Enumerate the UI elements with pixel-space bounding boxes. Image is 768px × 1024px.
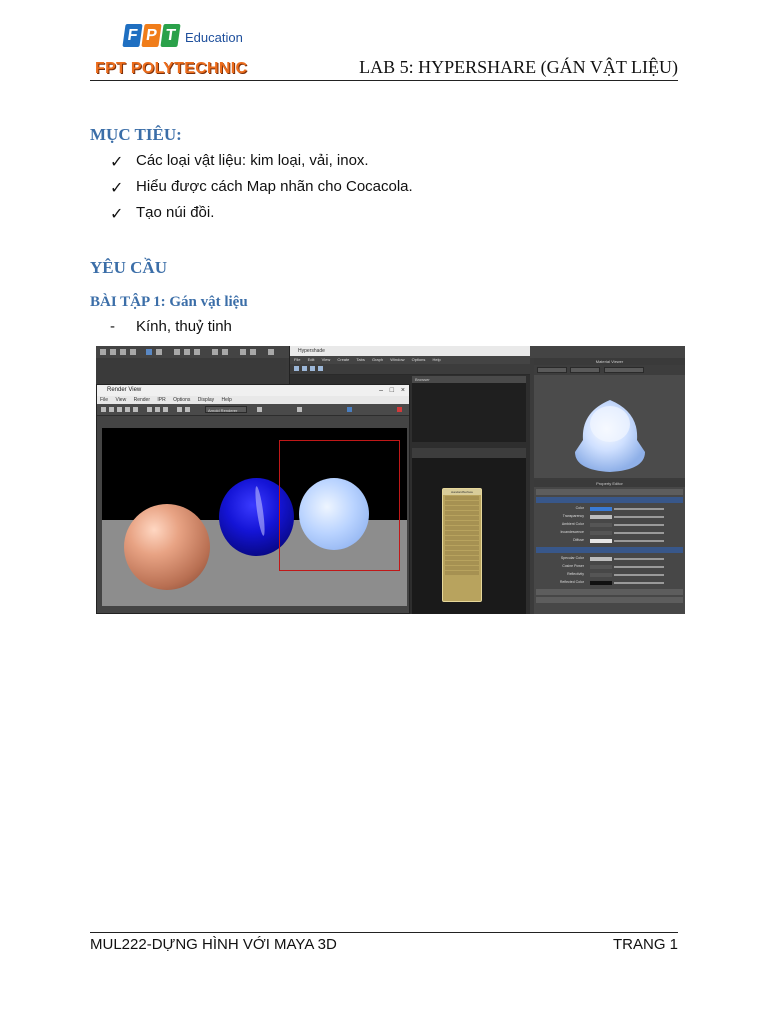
node-attribute	[445, 551, 479, 555]
tool-icon[interactable]	[101, 407, 106, 412]
property-row[interactable]	[538, 529, 681, 537]
stop-render-icon[interactable]	[397, 407, 402, 412]
logo-letter-f: F	[122, 24, 142, 47]
property-row[interactable]	[538, 521, 681, 529]
maya-shelf	[96, 358, 286, 384]
tool-icon[interactable]	[294, 366, 299, 371]
header-divider	[90, 80, 678, 81]
logo-letter-t: T	[160, 24, 180, 47]
tool-icon	[240, 349, 246, 355]
tool-icon	[212, 349, 218, 355]
node-attribute	[445, 496, 479, 500]
tool-icon	[146, 349, 152, 355]
menu-item[interactable]: Options	[173, 397, 191, 403]
tool-icon[interactable]	[133, 407, 138, 412]
page-title: LAB 5: HYPERSHARE (GÁN VẬT LIỆU)	[359, 57, 678, 77]
fpt-education-logo	[124, 24, 243, 47]
render-region-marquee[interactable]	[279, 440, 400, 571]
objective-text: Hiểu được cách Map nhãn cho Cocacola.	[136, 178, 413, 195]
property-slider[interactable]	[614, 508, 664, 510]
node-attribute	[445, 556, 479, 560]
tool-icon	[110, 349, 116, 355]
tool-icon[interactable]	[297, 407, 302, 412]
list-item	[110, 318, 232, 335]
node-attribute	[445, 501, 479, 505]
menu-item[interactable]: Render	[133, 397, 150, 403]
requirement-text: Kính, thuỷ tinh	[136, 318, 232, 335]
property-label: Ambient Color	[561, 522, 584, 526]
environment-dropdown[interactable]	[604, 367, 644, 373]
renderer-dropdown[interactable]	[537, 367, 567, 373]
material-viewer-title: Material Viewer	[534, 358, 685, 365]
maya-screenshot	[96, 346, 685, 614]
property-row[interactable]	[538, 513, 681, 521]
render-view-toolbar	[97, 404, 409, 416]
hypershade-toolbar	[290, 364, 530, 375]
objective-text: Tạo núi đồi.	[136, 204, 215, 221]
node-title: standardSurface	[443, 489, 481, 495]
property-slider[interactable]	[614, 516, 664, 518]
footer-course: MUL222-DỰNG HÌNH VỚI MAYA 3D	[90, 936, 337, 953]
tool-icon	[194, 349, 200, 355]
objective-text: Các loại vật liệu: kim loại, vải, inox.	[136, 152, 369, 169]
logo-letter-p: P	[141, 24, 161, 47]
render-view-menu	[97, 396, 409, 404]
node-attribute	[445, 531, 479, 535]
dash-bullet: -	[110, 318, 115, 335]
menu-item[interactable]: Options	[411, 357, 426, 362]
checkmark-icon: ✓	[110, 151, 124, 171]
property-slider[interactable]	[614, 574, 664, 576]
checkmark-icon: ✓	[110, 203, 124, 223]
tool-icon	[174, 349, 180, 355]
menu-item[interactable]: File	[294, 357, 301, 362]
color-swatch[interactable]	[590, 539, 612, 543]
menu-item[interactable]: Window	[390, 357, 405, 362]
menu-item[interactable]: Display	[197, 397, 215, 403]
tool-icon[interactable]	[257, 407, 262, 412]
footer-divider	[90, 932, 678, 933]
graph-toolbar	[412, 448, 526, 458]
tool-icon	[222, 349, 228, 355]
menu-item[interactable]: Edit	[307, 357, 315, 362]
node-attribute	[445, 511, 479, 515]
property-label: Cosine Power	[562, 564, 584, 568]
skin-sphere	[124, 504, 210, 590]
tool-icon[interactable]	[147, 407, 152, 412]
node-attribute	[445, 516, 479, 520]
tool-icon[interactable]	[177, 407, 182, 412]
property-slider[interactable]	[614, 566, 664, 568]
minimize-icon[interactable]: –	[379, 387, 383, 394]
tool-icon[interactable]	[155, 407, 160, 412]
numeric-field[interactable]	[590, 573, 612, 577]
node-attribute	[445, 546, 479, 550]
section-header[interactable]	[536, 497, 683, 503]
tool-icon	[130, 349, 136, 355]
section-header[interactable]	[536, 589, 683, 595]
node-attribute	[445, 536, 479, 540]
requirements-heading: YÊU CẦU	[90, 258, 167, 277]
browser-panel	[412, 376, 526, 442]
menu-item[interactable]: View	[321, 357, 331, 362]
numeric-field[interactable]	[590, 565, 612, 569]
checkmark-icon: ✓	[110, 177, 124, 197]
node-attribute	[445, 571, 479, 575]
shader-node[interactable]	[442, 488, 482, 602]
node-attribute	[445, 541, 479, 545]
property-slider[interactable]	[614, 532, 664, 534]
glass-preview-object	[567, 392, 653, 474]
tool-icon[interactable]	[185, 407, 190, 412]
close-icon[interactable]: ×	[400, 387, 405, 394]
material-viewer	[534, 358, 685, 478]
property-row[interactable]	[538, 537, 681, 545]
property-label: Diffuse	[573, 538, 584, 542]
tool-icon	[268, 349, 274, 355]
renderer-dropdown[interactable]: Arnold Renderer	[205, 406, 247, 413]
tool-icon[interactable]	[302, 366, 307, 371]
color-swatch[interactable]	[590, 523, 612, 527]
property-slider[interactable]	[614, 540, 664, 542]
tool-icon[interactable]	[117, 407, 122, 412]
hypershade-menu	[290, 356, 530, 364]
property-label: Reflected Color	[559, 580, 584, 584]
color-swatch[interactable]	[590, 515, 612, 519]
tool-icon[interactable]	[163, 407, 168, 412]
property-row[interactable]	[538, 579, 681, 587]
property-label: Transparency	[562, 514, 584, 518]
property-label: Reflectivity	[567, 572, 584, 576]
hypershade-title: Hypershade	[290, 346, 530, 356]
menu-item[interactable]: Graph	[371, 357, 384, 362]
render-image	[102, 428, 407, 606]
objectives-heading: MỤC TIÊU:	[90, 125, 182, 144]
render-view-titlebar	[97, 385, 409, 396]
property-row[interactable]	[538, 571, 681, 579]
brand-name: FPT POLYTECHNIC	[95, 60, 248, 77]
tool-icon	[100, 349, 106, 355]
color-swatch[interactable]	[590, 581, 612, 585]
browser-header: Browser	[412, 376, 526, 383]
render-view-title: Render View	[107, 387, 142, 393]
footer-page-number: TRANG 1	[612, 936, 678, 953]
objectives-list	[110, 148, 413, 226]
property-slider[interactable]	[614, 524, 664, 526]
tool-icon	[184, 349, 190, 355]
tool-icon[interactable]	[310, 366, 315, 371]
section-header[interactable]	[536, 489, 683, 495]
property-slider[interactable]	[614, 582, 664, 584]
menu-item[interactable]: IPR	[157, 397, 166, 403]
menu-item[interactable]: Help	[432, 357, 441, 362]
property-editor-title: Property Editor	[534, 480, 685, 487]
property-label: Color	[575, 506, 584, 510]
property-editor	[534, 480, 685, 614]
property-row[interactable]	[538, 555, 681, 563]
tool-icon[interactable]	[318, 366, 323, 371]
node-attribute	[445, 566, 479, 570]
property-label: Specular Color	[560, 556, 584, 560]
color-swatch[interactable]	[590, 557, 612, 561]
exercise-title: BÀI TẬP 1: Gán vật liệu	[90, 294, 248, 310]
node-graph	[412, 458, 526, 614]
property-row[interactable]	[538, 563, 681, 571]
menu-item[interactable]: View	[115, 397, 127, 403]
render-view-window	[96, 384, 410, 614]
menu-item[interactable]: Create	[337, 357, 350, 362]
list-item	[110, 148, 413, 174]
tool-icon	[156, 349, 162, 355]
material-viewer-toolbar	[534, 365, 685, 375]
menu-item[interactable]: Tabs	[356, 357, 365, 362]
section-header[interactable]	[536, 547, 683, 553]
logo-subtitle: Education	[185, 30, 243, 45]
property-row[interactable]	[538, 505, 681, 513]
color-swatch[interactable]	[590, 531, 612, 535]
list-item	[110, 174, 413, 200]
shape-dropdown[interactable]	[570, 367, 600, 373]
list-item	[110, 200, 413, 226]
menu-item[interactable]: File	[100, 397, 109, 403]
node-attribute	[445, 521, 479, 525]
node-attribute	[445, 506, 479, 510]
property-label: Incandescence	[560, 530, 584, 534]
property-slider[interactable]	[614, 558, 664, 560]
color-swatch[interactable]	[590, 507, 612, 511]
node-attribute	[445, 526, 479, 530]
tool-icon[interactable]	[347, 407, 352, 412]
tool-icon	[250, 349, 256, 355]
node-attribute	[445, 561, 479, 565]
maximize-icon[interactable]: □	[389, 387, 394, 394]
tool-icon	[120, 349, 126, 355]
tool-icon[interactable]	[125, 407, 130, 412]
tool-icon[interactable]	[109, 407, 114, 412]
section-header[interactable]	[536, 597, 683, 603]
menu-item[interactable]: Help	[221, 397, 232, 403]
